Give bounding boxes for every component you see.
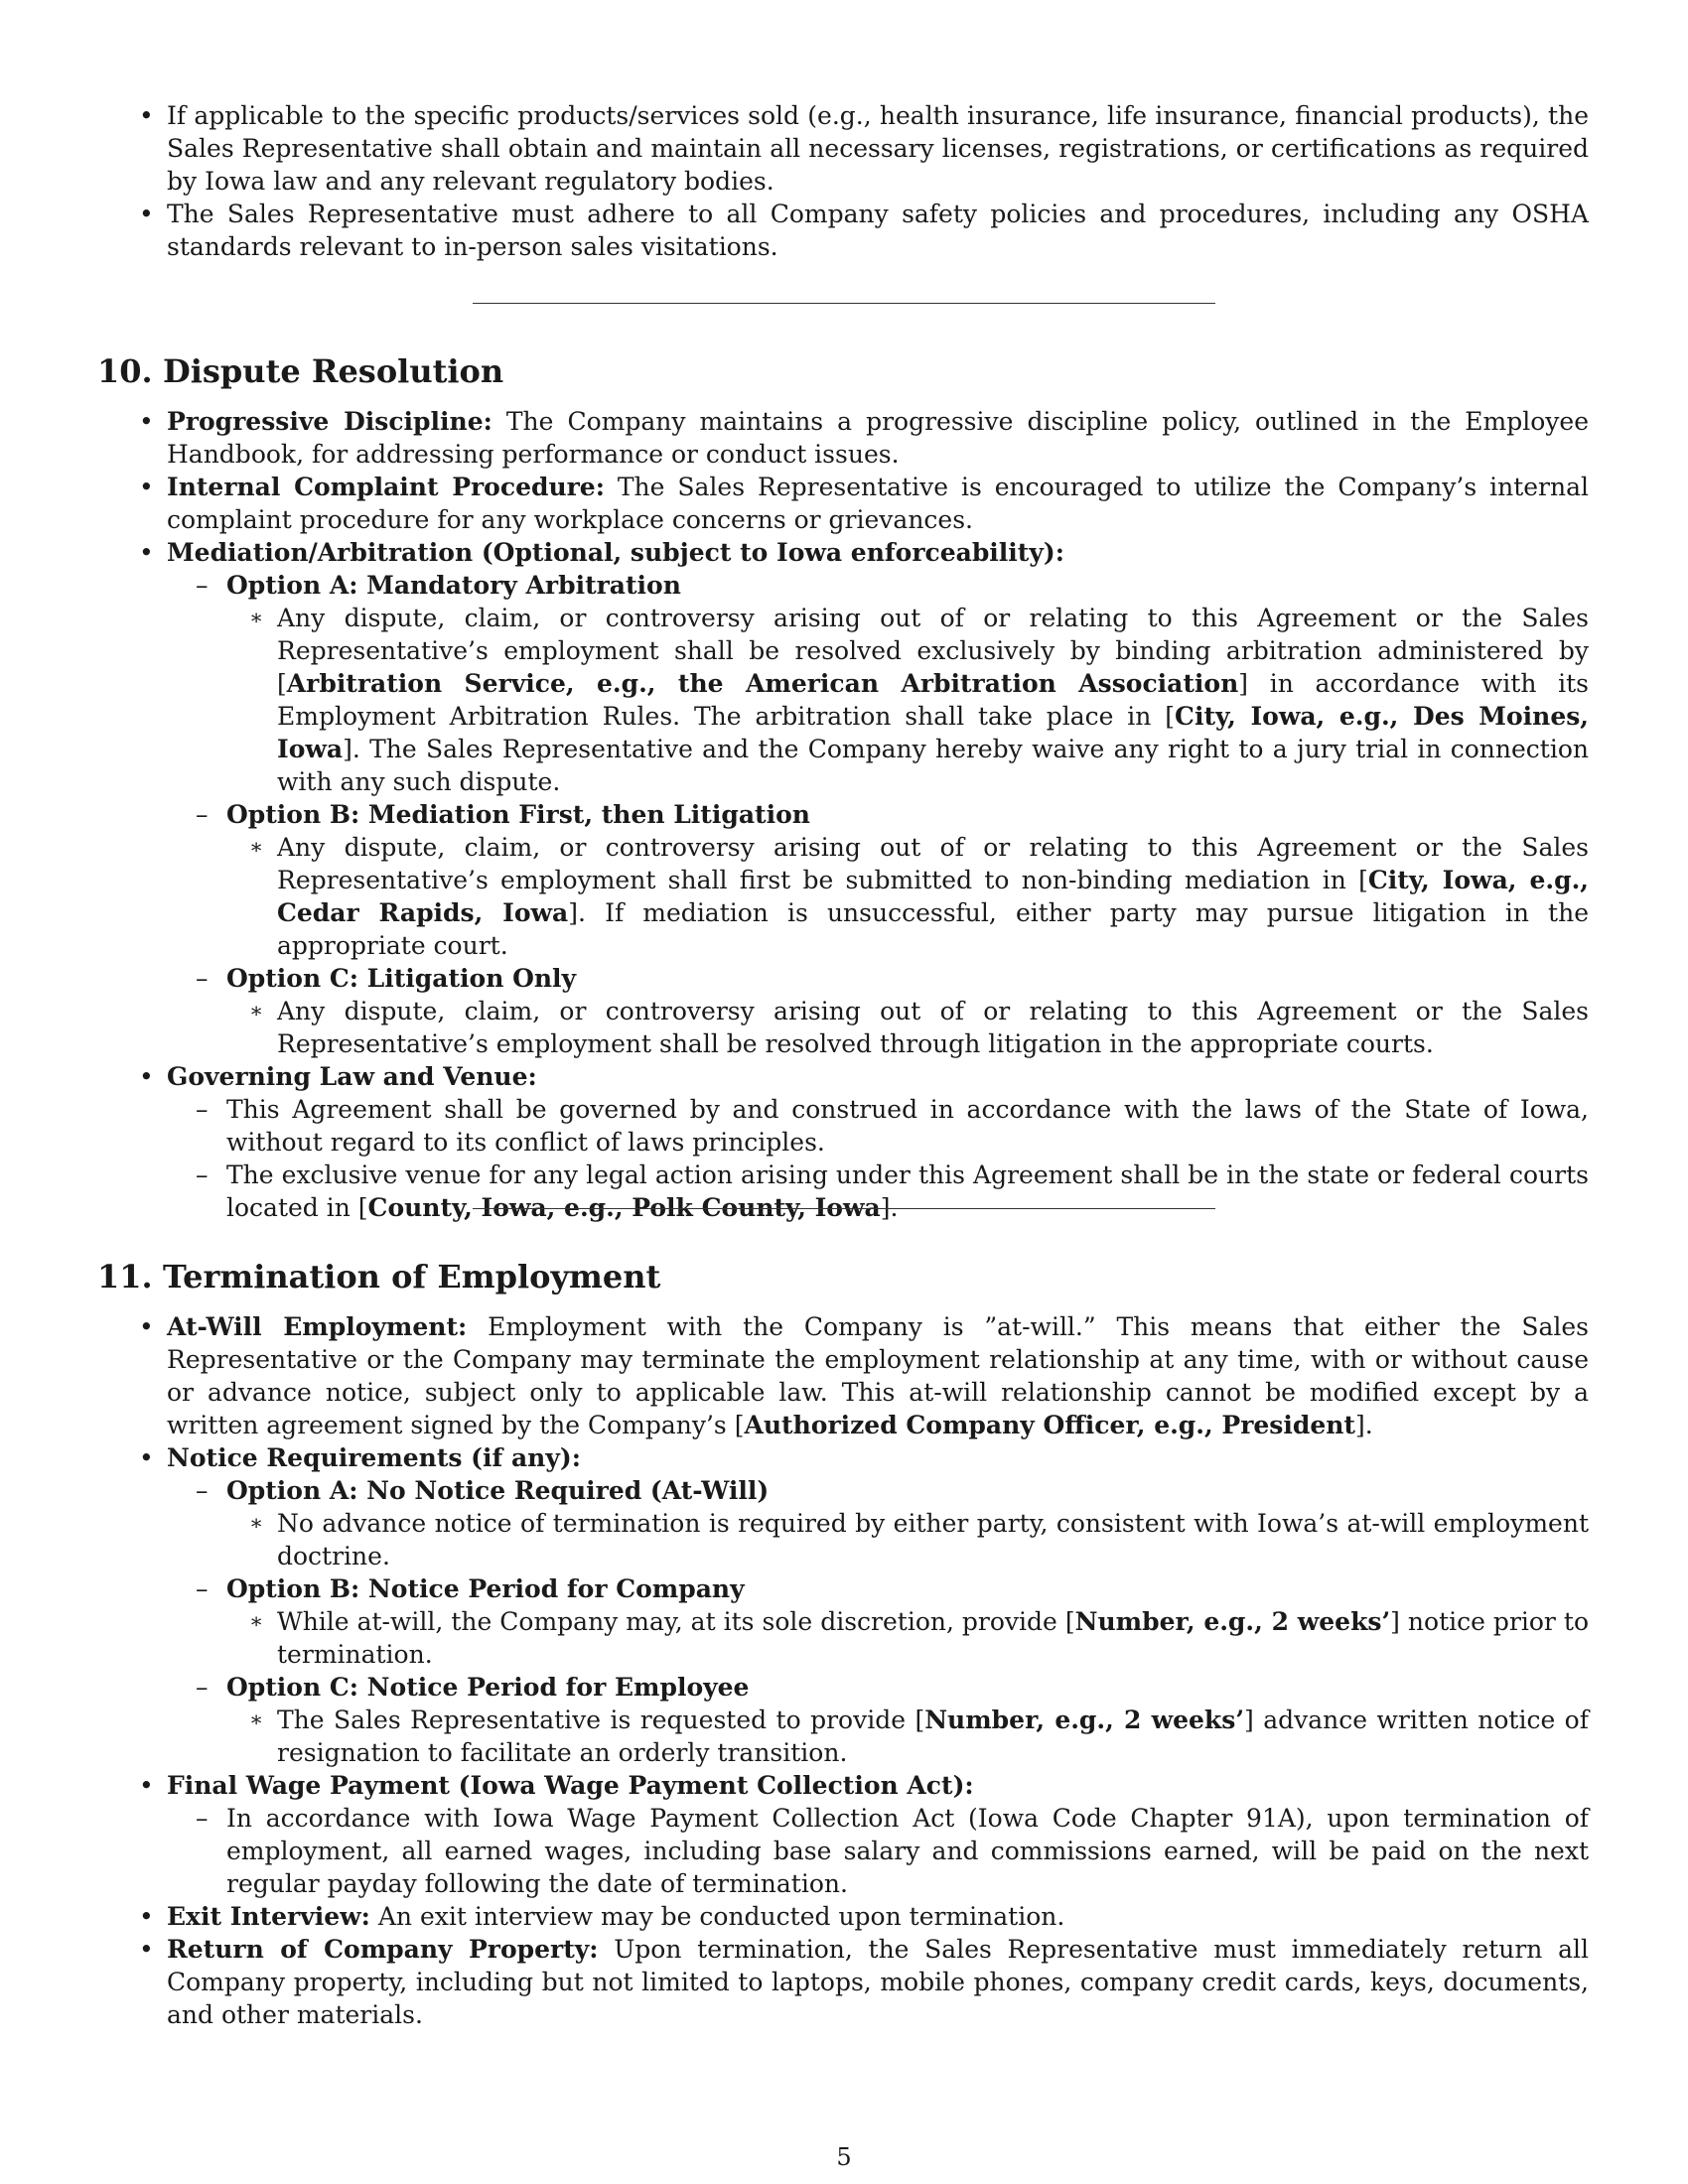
list-item: • Notice Requirements (if any): – Option A: No Notice Required (At-Will) ∗ No advance notice of termination is required by either party, consistent with Iowa’s at-will employment doctrine. – Option B: Notice Period for Company ∗ While at-will, the Company may, at its sole discretion, provide [Number, e.g., 2 weeks’] notice prior to termination. – Option C: Notice Period for Employee ∗ The Sales Representative is requested to provide [Number, e.g., 2 weeks’] advance written notice of resignation to facilitate an orderly transition. [167, 1441, 1589, 1769]
section-number: 10. [97, 352, 153, 390]
sub-list [226, 1802, 1589, 1900]
page-number: 5 [836, 2143, 852, 2171]
sub-list [226, 1474, 1589, 1769]
sub-list-item: – In accordance with Iowa Wage Payment Collection Act (Iowa Code Chapter 91A), upon termination of employment, all earned wages, including base salary and commissions earned, will be paid on the next regular payday following the date of termination. [226, 1802, 1589, 1900]
list-item: • Progressive Discipline: The Company maintains a progressive discipline policy, outlined in the Employee Handbook, for addressing performance or conduct issues. [167, 405, 1589, 471]
sub-list-item: – Option C: Notice Period for Employee ∗ The Sales Representative is requested to provide [Number, e.g., 2 weeks’] advance written notice of resignation to facilitate an orderly transition. [226, 1671, 1589, 1769]
sub-list-item: – Option B: Mediation First, then Litigation ∗ Any dispute, claim, or controversy arising out of or relating to this Agreement or the Sales Representative’s employment shall first be submitted to non-binding mediation in [City, Iowa, e.g., Cedar Rapids, Iowa]. If mediation is unsuccessful, either party may pursue litigation in the appropriate court. [226, 798, 1589, 962]
sub-sub-list [277, 1704, 1589, 1769]
section-10-heading [97, 351, 503, 391]
section-11-heading [97, 1257, 660, 1297]
section-divider [473, 303, 1215, 304]
sub-sub-list-item: ∗ Any dispute, claim, or controversy arising out of or relating to this Agreement or the Sales Representative’s employment shall first be submitted to non-binding mediation in [City, Iowa, e.g., Cedar Rapids, Iowa]. If mediation is unsuccessful, either party may pursue litigation in the appropriate court. [277, 831, 1589, 962]
list-item: • Exit Interview: An exit interview may be conducted upon termination. [167, 1900, 1589, 1933]
list-item: • At-Will Employment: Employment with the Company is ”at-will.” This means that either the Sales Representative or the Company may terminate the employment relationship at any time, with or without cause or advance notice, subject only to applicable law. This at-will relationship cannot be modified except by a written agreement signed by the Company’s [Authorized Company Officer, e.g., President]. [167, 1310, 1589, 1441]
list-item: • Return of Company Property: Upon termination, the Sales Representative must immediately return all Company property, including but not limited to laptops, mobile phones, company credit cards, keys, documents, and other materials. [167, 1933, 1589, 2031]
list-item: • Internal Complaint Procedure: The Sales Representative is encouraged to utilize the Company’s internal complaint procedure for any workplace concerns or grievances. [167, 471, 1589, 536]
sub-sub-list [277, 995, 1589, 1060]
sub-list-item: – Option A: Mandatory Arbitration ∗ Any dispute, claim, or controversy arising out of or relating to this Agreement or the Sales Representative’s employment shall be resolved exclusively by binding arbitration administered by [Arbitration Service, e.g., the American Arbitration Association] in accordance with its Employment Arbitration Rules. The arbitration shall take place in [City, Iowa, e.g., Des Moines, Iowa]. The Sales Representative and the Company hereby waive any right to a jury trial in connection with any such dispute. [226, 569, 1589, 798]
sub-sub-list [277, 831, 1589, 962]
list-item: • If applicable to the specific products/services sold (e.g., health insurance, life insurance, financial products), the Sales Representative shall obtain and maintain all necessary licenses, registrations, or certifications as required by Iowa law and any relevant regulatory bodies. [167, 99, 1589, 198]
list-item: • The Sales Representative must adhere to all Company safety policies and procedures, including any OSHA standards relevant to in-person sales visitations. [167, 198, 1589, 263]
sub-list-item: – Option B: Notice Period for Company ∗ While at-will, the Company may, at its sole discretion, provide [Number, e.g., 2 weeks’] notice prior to termination. [226, 1572, 1589, 1671]
dispute-resolution-list [167, 405, 1589, 1224]
section-number: 11. [97, 1258, 153, 1296]
sub-list-item: – This Agreement shall be governed by and construed in accordance with the laws of the State of Iowa, without regard to its conflict of laws principles. [226, 1093, 1589, 1159]
list-item: • Mediation/Arbitration (Optional, subject to Iowa enforceability): – Option A: Mandatory Arbitration ∗ Any dispute, claim, or controversy arising out of or relating to this Agreement or the Sales Representative’s employment shall be resolved exclusively by binding arbitration administered by [Arbitration Service, e.g., the American Arbitration Association] in accordance with its Employment Arbitration Rules. The arbitration shall take place in [City, Iowa, e.g., Des Moines, Iowa]. The Sales Representative and the Company hereby waive any right to a jury trial in connection with any such dispute. – Option B: Mediation First, then Litigation ∗ Any dispute, claim, or controversy arising out of or relating to this Agreement or the Sales Representative’s employment shall first be submitted to non-binding mediation in [City, Iowa, e.g., Cedar Rapids, Iowa]. If mediation is unsuccessful, either party may pursue litigation in the appropriate court. – Option C: Litigation Only ∗ Any dispute, claim, or controversy arising out of or relating to this Agreement or the Sales Representative’s employment shall be resolved through litigation in the appropriate courts. [167, 536, 1589, 1060]
sub-list-item: – Option A: No Notice Required (At-Will) ∗ No advance notice of termination is required by either party, consistent with Iowa’s at-will employment doctrine. [226, 1474, 1589, 1572]
sub-list-item: – The exclusive venue for any legal action arising under this Agreement shall be in the state or federal courts located in [County, Iowa, e.g., Polk County, Iowa]. [226, 1159, 1589, 1224]
sub-sub-list-item: ∗ The Sales Representative is requested to provide [Number, e.g., 2 weeks’] advance written notice of resignation to facilitate an orderly transition. [277, 1704, 1589, 1769]
termination-list [167, 1310, 1589, 2031]
sub-sub-list-item: ∗ Any dispute, claim, or controversy arising out of or relating to this Agreement or the Sales Representative’s employment shall be resolved exclusively by binding arbitration administered by [Arbitration Service, e.g., the American Arbitration Association] in accordance with its Employment Arbitration Rules. The arbitration shall take place in [City, Iowa, e.g., Des Moines, Iowa]. The Sales Representative and the Company hereby waive any right to a jury trial in connection with any such dispute. [277, 602, 1589, 798]
sub-list [226, 1093, 1589, 1224]
section-title: Dispute Resolution [163, 352, 504, 390]
list-item: • Final Wage Payment (Iowa Wage Payment Collection Act): – In accordance with Iowa Wage Payment Collection Act (Iowa Code Chapter 91A), upon termination of employment, all earned wages, including base salary and commissions earned, will be paid on the next regular payday following the date of termination. [167, 1769, 1589, 1900]
sub-sub-list [277, 602, 1589, 798]
continued-list [167, 99, 1589, 263]
sub-sub-list-item: ∗ Any dispute, claim, or controversy arising out of or relating to this Agreement or the Sales Representative’s employment shall be resolved through litigation in the appropriate courts. [277, 995, 1589, 1060]
section-divider [473, 1208, 1215, 1209]
sub-sub-list-item: ∗ No advance notice of termination is required by either party, consistent with Iowa’s at-will employment doctrine. [277, 1507, 1589, 1572]
list-item: • Governing Law and Venue: – This Agreement shall be governed by and construed in accordance with the laws of the State of Iowa, without regard to its conflict of laws principles. – The exclusive venue for any legal action arising under this Agreement shall be in the state or federal courts located in [County, Iowa, e.g., Polk County, Iowa]. [167, 1060, 1589, 1224]
sub-list [226, 569, 1589, 1060]
sub-sub-list [277, 1605, 1589, 1671]
sub-sub-list [277, 1507, 1589, 1572]
sub-sub-list-item: ∗ While at-will, the Company may, at its sole discretion, provide [Number, e.g., 2 weeks’] notice prior to termination. [277, 1605, 1589, 1671]
sub-list-item: – Option C: Litigation Only ∗ Any dispute, claim, or controversy arising out of or relating to this Agreement or the Sales Representative’s employment shall be resolved through litigation in the appropriate courts. [226, 962, 1589, 1060]
section-title: Termination of Employment [163, 1258, 661, 1296]
